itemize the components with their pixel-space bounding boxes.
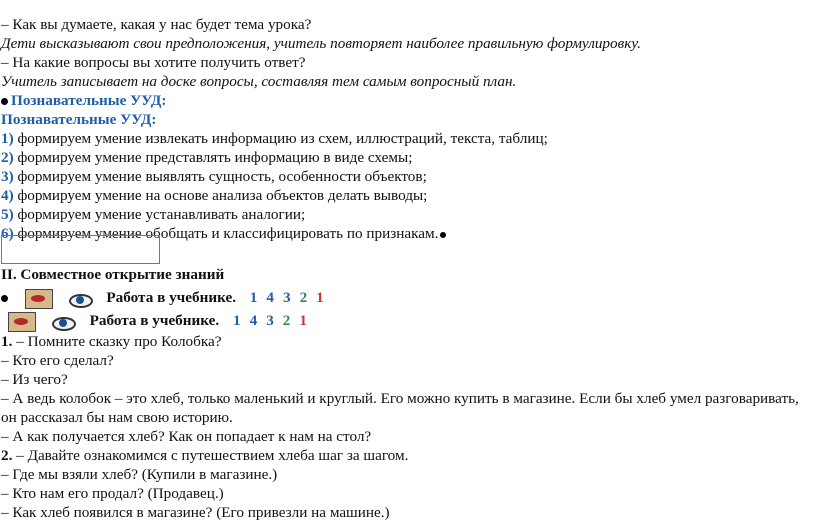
lips-icon xyxy=(8,312,36,332)
work-label: Работа в учебнике. xyxy=(106,289,236,306)
seq-number: 4 xyxy=(249,312,258,329)
note-teacher: Учитель записывает на доске вопросы, составляя тем самым вопросный план. xyxy=(1,73,517,90)
seq-number: 1 xyxy=(316,289,324,306)
note-children: Дети высказывают свои предположения, учитель повторяет наиболее правильную формулировку. xyxy=(1,35,641,52)
uud-heading-bulleted xyxy=(1,92,166,110)
list-number: 6) xyxy=(1,225,14,242)
eye-icon xyxy=(67,291,93,307)
question-how: – А как получается хлеб? Как он попадает к нам на стол? xyxy=(1,428,372,445)
section-title: II. Совместное открытие знаний xyxy=(1,266,225,283)
empty-frame xyxy=(1,235,160,264)
work-label: Работа в учебнике. xyxy=(89,312,220,329)
question-answers: – На какие вопросы вы хотите получить ответ? xyxy=(1,54,306,71)
list-text: формируем умение на основе анализа объектов делать выводы; xyxy=(17,187,428,204)
question-who: – Кто его сделал? xyxy=(1,352,114,369)
seq-number: 3 xyxy=(266,312,274,329)
list-text: формируем умение извлекать информацию из схем, иллюстраций, текста, таблиц; xyxy=(17,130,548,147)
textbook-row xyxy=(8,311,316,332)
uud-heading-text: Познавательные УУД: xyxy=(11,92,167,109)
uud-heading: Познавательные УУД: xyxy=(1,111,157,128)
list-item xyxy=(1,206,305,224)
paragraph-bread-end: он рассказал бы нам свою историю. xyxy=(1,409,233,426)
step-number: 2. xyxy=(1,447,13,464)
eye-icon xyxy=(50,314,76,330)
list-number: 1) xyxy=(1,130,14,147)
question-kolobok xyxy=(1,333,221,351)
list-number: 5) xyxy=(1,206,14,223)
seq-number: 2 xyxy=(282,312,291,329)
textbook-row-bulleted xyxy=(1,288,333,309)
seq-number: 1 xyxy=(233,312,241,329)
lips-icon xyxy=(25,289,53,309)
bullet-icon xyxy=(440,232,446,238)
seq-number: 4 xyxy=(266,289,274,306)
list-item xyxy=(1,149,412,167)
step-number: 1. xyxy=(1,333,13,350)
list-number: 3) xyxy=(1,168,14,185)
sequence xyxy=(233,312,316,329)
question-topic: – Как вы думаете, какая у нас будет тема урока? xyxy=(1,16,312,33)
question-text: – Давайте ознакомимся с путешествием хлеба шаг за шагом. xyxy=(12,447,409,464)
list-number: 4) xyxy=(1,187,14,204)
paragraph-bread: – А ведь колобок – это хлеб, только маленький и круглый. Его можно купить в магазине. Если бы хлеб умел разговаривать, xyxy=(1,390,799,407)
seq-number: 2 xyxy=(299,289,308,306)
list-text: формируем умение устанавливать аналогии; xyxy=(17,206,306,223)
question-what: – Из чего? xyxy=(1,371,68,388)
seq-number: 1 xyxy=(249,289,258,306)
bullet-icon xyxy=(1,295,8,302)
list-text: формируем умение представлять информацию в виде схемы; xyxy=(17,149,413,166)
question-where: – Где мы взяли хлеб? (Купили в магазине.) xyxy=(1,466,278,483)
question-store: – Как хлеб появился в магазине? (Его привезли на машине.) xyxy=(1,504,390,521)
list-text: формируем умение выявлять сущность, особенности объектов; xyxy=(17,168,427,185)
list-item xyxy=(1,187,427,205)
sequence xyxy=(250,289,333,306)
question-journey xyxy=(1,447,408,465)
list-item xyxy=(1,168,427,186)
seq-number: 1 xyxy=(299,312,307,329)
question-text: – Помните сказку про Колобка? xyxy=(12,333,222,350)
seq-number: 3 xyxy=(282,289,291,306)
question-seller: – Кто нам его продал? (Продавец.) xyxy=(1,485,224,502)
list-text: формируем умение обобщать и классифицировать по признакам. xyxy=(17,225,439,242)
bullet-icon xyxy=(1,98,8,105)
list-number: 2) xyxy=(1,149,14,166)
list-item xyxy=(1,130,548,148)
